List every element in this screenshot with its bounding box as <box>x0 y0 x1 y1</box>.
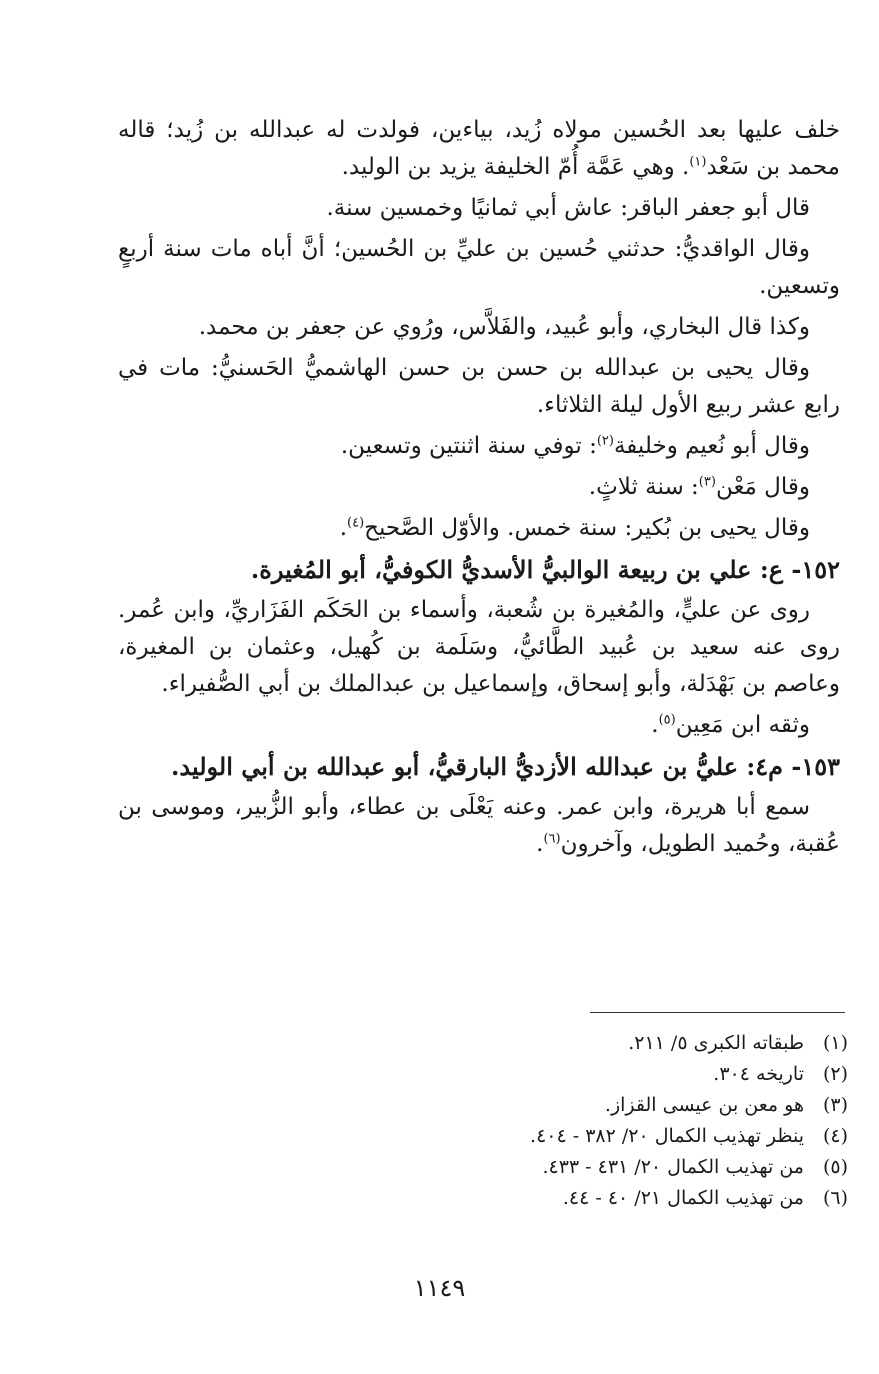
footnote-ref: (١) <box>689 154 707 170</box>
paragraph: سمع أبا هريرة، وابن عمر. وعنه يَعْلَى بن عطاء، وأبو الزُّبير، وموسى بن عُقبة، وحُميد الطويل، وآخرون$^{(٦)}$. <box>118 794 840 857</box>
footnote-number: (٤) <box>822 1125 848 1147</box>
entry-heading: ١٥٣- م٤: عليُّ بن عبدالله الأزديُّ البارقيُّ، أبو عبدالله بن أبي الوليد. <box>171 752 840 781</box>
footnote-number: (٥) <box>822 1156 848 1178</box>
footnote-divider <box>590 1012 845 1013</box>
page-number: ١١٤٩ <box>413 1274 466 1302</box>
footnote-ref: (٣) <box>698 474 716 490</box>
footnote <box>300 1152 848 1183</box>
footnote-number: (٦) <box>822 1187 848 1209</box>
footnote-text: طبقاته الكبرى ٥/ ٢١١. <box>628 1032 804 1054</box>
footnote <box>300 1059 848 1090</box>
footnote <box>300 1183 848 1214</box>
entry-heading: ١٥٢- ع: علي بن ربيعة الوالبيُّ الأسديُّ الكوفيُّ، أبو المُغيرة. <box>250 555 840 584</box>
footnote-ref: (٤) <box>347 515 365 531</box>
main-text <box>118 112 840 867</box>
paragraph: وثقه ابن مَعِين$^{(٥)}$. <box>651 712 810 738</box>
paragraph: وقال مَعْن$^{(٣)}$: سنة ثلاثٍ. <box>588 474 810 500</box>
footnote-text: ينظر تهذيب الكمال ٢٠/ ٣٨٢ - ٤٠٤. <box>530 1125 804 1147</box>
footnote <box>300 1028 848 1059</box>
paragraph: وكذا قال البخاري، وأبو عُبيد، والفَلاَّس، ورُوي عن جعفر بن محمد. <box>198 314 810 340</box>
footnote-text: من تهذيب الكمال ٢٠/ ٤٣١ - ٤٣٣. <box>542 1156 804 1178</box>
footnote-text: هو معن بن عيسى القزاز. <box>604 1094 804 1116</box>
footnote <box>300 1090 848 1121</box>
paragraph: قال أبو جعفر الباقر: عاش أبي ثمانيًا وخمسين سنة. <box>326 195 810 221</box>
footnote-number: (٣) <box>822 1094 848 1116</box>
paragraph: وقال الواقديُّ: حدثني حُسين بن عليِّ بن الحُسين؛ أنَّ أباه مات سنة أربعٍ وتسعين. <box>118 236 840 299</box>
footnote-text: من تهذيب الكمال ٢١/ ٤٠ - ٤٤. <box>562 1187 804 1209</box>
footnote-number: (٢) <box>822 1063 848 1085</box>
paragraph: وقال يحيى بن عبدالله بن حسن بن حسن الهاشميُّ الحَسنيُّ: مات في رابع عشر ربيع الأول ليلة الثلاثاء. <box>118 355 840 418</box>
footnotes <box>300 1028 848 1214</box>
footnote-text: تاريخه ٣٠٤. <box>713 1063 804 1085</box>
footnote-ref: (٥) <box>658 712 676 728</box>
paragraph: خلف عليها بعد الحُسين مولاه زُيد، بياءين، فولدت له عبدالله بن زُيد؛ قاله محمد بن سَعْد$^{(١)}$. وهي عَمَّة أُمّ الخليفة يزيد بن الوليد. <box>118 117 840 180</box>
paragraph: روى عن عليٍّ، والمُغيرة بن شُعبة، وأسماء بن الحَكَم الفَزَاريِّ، وابن عُمر. روى عنه سعيد بن عُبيد الطَّائيُّ، وسَلَمة بن كُهيل، وعثمان بن المغيرة، وعاصم بن بَهْدَلة، وأبو إسحاق، وإسماعيل بن عبدالملك بن أبي الصُّفيراء. <box>118 597 840 697</box>
footnote-ref: (٦) <box>543 831 561 847</box>
paragraph: وقال يحيى بن بُكير: سنة خمس. والأوّل الصَّحيح$^{(٤)}$. <box>339 515 810 541</box>
paragraph: وقال أبو نُعيم وخليفة$^{(٢)}$: توفي سنة اثنتين وتسعين. <box>340 433 810 459</box>
footnote-ref: (٢) <box>596 433 614 449</box>
footnote-number: (١) <box>822 1032 848 1054</box>
footnote <box>300 1121 848 1152</box>
